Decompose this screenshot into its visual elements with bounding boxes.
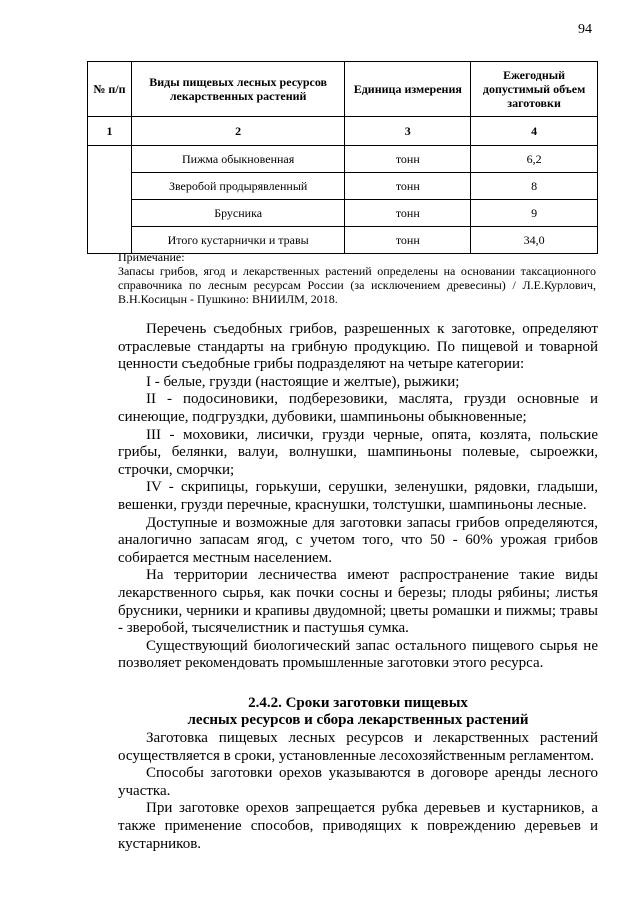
column-number: 3 bbox=[345, 117, 471, 146]
note-text: Запасы грибов, ягод и лекарственных растений определены на основании таксационного справочника по лесным ресурсам России (за исключением древесины) / Л.Е.Курлович, В.Н.Косицын - Пушкино: ВНИИЛМ, 2018. bbox=[118, 264, 596, 306]
column-number: 1 bbox=[88, 117, 132, 146]
main-text bbox=[118, 321, 598, 853]
resource-name: Пижма обыкновенная bbox=[131, 146, 345, 173]
table-note bbox=[118, 250, 596, 306]
resource-value: 6,2 bbox=[471, 146, 598, 173]
paragraph: Заготовка пищевых лесных ресурсов и лекарственных растений осуществляется в сроки, установленные лесохозяйственным регламентом. bbox=[118, 730, 598, 764]
paragraph: Существующий биологический запас остального пищевого сырья не позволяет рекомендовать промышленные заготовки этого ресурса. bbox=[118, 637, 598, 672]
column-number-row bbox=[88, 117, 598, 146]
resource-value: 9 bbox=[471, 200, 598, 227]
paragraph: I - белые, грузди (настоящие и желтые), рыжики; bbox=[146, 373, 460, 390]
table-row bbox=[88, 173, 598, 200]
resource-name: Зверобой продырявленный bbox=[131, 173, 345, 200]
resource-unit: тонн bbox=[345, 173, 471, 200]
page-number: 94 bbox=[578, 22, 592, 37]
section-heading-line: 2.4.2. Сроки заготовки пищевых bbox=[248, 694, 468, 711]
paragraph: На территории лесничества имеют распространение такие виды лекарственного сырья, как почки сосны и березы; плоды рябины; листья брусники, черники и крапивы двудомной; цветы ромашки и пижмы; травы - зверобой, тысячелистник и пастушья сумка. bbox=[118, 567, 598, 637]
table-row bbox=[88, 200, 598, 227]
resource-unit: тонн bbox=[345, 200, 471, 227]
header-unit: Единица измерения bbox=[345, 62, 471, 117]
header-resource-type: Виды пищевых лесных ресурсов лекарственных растений bbox=[131, 62, 345, 117]
resource-value: 8 bbox=[471, 173, 598, 200]
paragraph: Доступные и возможные для заготовки запасы грибов определяются, аналогично запасам ягод, с учетом того, что 50 - 60% урожая грибов собирается местным населением. bbox=[118, 514, 598, 566]
resource-name: Брусника bbox=[131, 200, 345, 227]
table-header-row bbox=[88, 62, 598, 117]
paragraph: Перечень съедобных грибов, разрешенных к заготовке, определяют отраслевые стандарты на грибную продукцию. По пищевой и товарной ценности съедобные грибы подразделяют на четыре категории: bbox=[118, 321, 598, 373]
section-heading-line: лесных ресурсов и сбора лекарственных растений bbox=[187, 712, 529, 729]
paragraph: II - подосиновики, подберезовики, маслята, грузди основные и синеющие, подгруздки, дубовики, шампиньоны обыкновенные; bbox=[118, 391, 598, 425]
resource-value: 34,0 bbox=[471, 227, 598, 254]
paragraph: III - моховики, лисички, грузди черные, опята, козлята, польские грибы, белянки, валуи, волнушки, шампиньоны полевые, сыроежки, строчки, сморчки; bbox=[118, 426, 598, 478]
section-heading bbox=[118, 695, 598, 730]
resources-table bbox=[87, 61, 598, 254]
table-row bbox=[88, 146, 598, 173]
note-label: Примечание: bbox=[118, 250, 185, 264]
paragraph: IV - скрипицы, горькуши, серушки, зеленушки, рядовки, гладыши, вешенки, грузди перечные, краснушки, толстушки, шампиньоны лесные. bbox=[118, 479, 598, 513]
paragraph: Способы заготовки орехов указываются в договоре аренды лесного участка. bbox=[118, 765, 598, 799]
column-number: 2 bbox=[131, 117, 345, 146]
resource-name: Итого кустарнички и травы bbox=[131, 227, 345, 254]
column-number: 4 bbox=[471, 117, 598, 146]
resource-unit: тонн bbox=[345, 227, 471, 254]
merged-number-cell bbox=[88, 146, 132, 254]
resource-unit: тонн bbox=[345, 146, 471, 173]
header-number: № п/п bbox=[88, 62, 132, 117]
paragraph: При заготовке орехов запрещается рубка деревьев и кустарников, а также применение способов, приводящих к повреждению деревьев и кустарников. bbox=[118, 800, 598, 852]
header-annual-volume: Ежегодный допустимый объем заготовки bbox=[471, 62, 598, 117]
